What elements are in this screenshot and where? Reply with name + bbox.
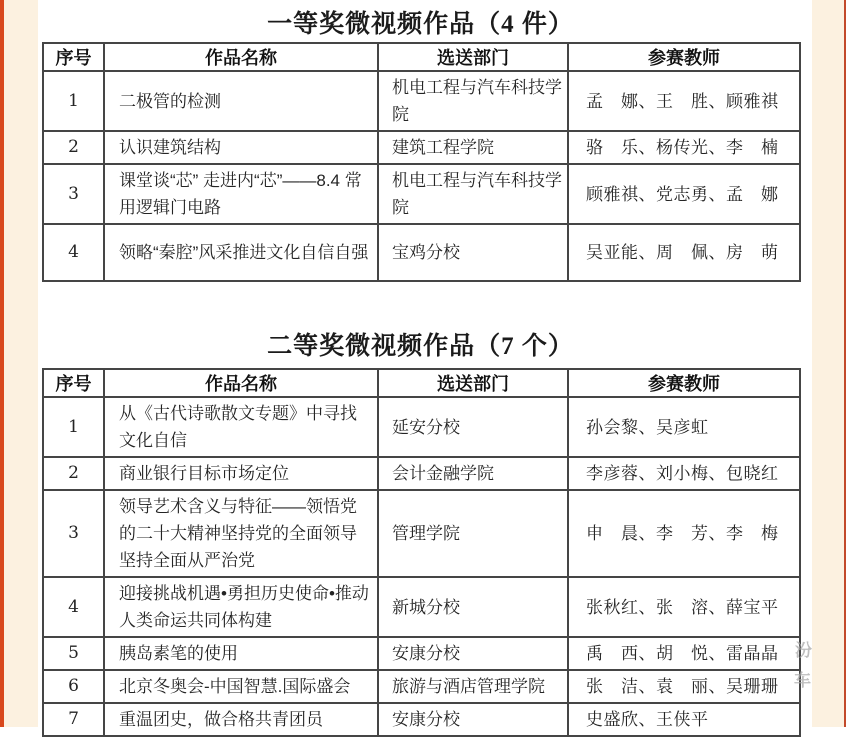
table-row — [43, 703, 800, 736]
table-row — [43, 670, 800, 703]
header-seq: 序号 — [43, 369, 104, 397]
second-prize-table — [42, 368, 801, 737]
cell-teachers: 孟 娜、王 胜、顾雅祺 — [568, 71, 800, 131]
header-title: 作品名称 — [104, 369, 378, 397]
cell-seq: 5 — [43, 637, 104, 670]
cell-title: 重温团史，做合格共青团员 — [104, 703, 378, 736]
cell-teachers: 李彦蓉、刘小梅、包晓红 — [568, 457, 800, 490]
cell-title: 二极管的检测 — [104, 71, 378, 131]
table-row — [43, 637, 800, 670]
cell-dept: 延安分校 — [378, 397, 568, 457]
cell-dept: 新城分校 — [378, 577, 568, 637]
header-dept: 选送部门 — [378, 369, 568, 397]
cell-title: 领导艺术含义与特征——领悟党的二十大精神坚持党的全面领导 坚持全面从严治党 — [104, 490, 378, 577]
cell-dept: 宝鸡分校 — [378, 224, 568, 281]
page-margin-band-right — [812, 0, 844, 727]
cell-seq: 2 — [43, 131, 104, 164]
cell-teachers: 骆 乐、杨传光、李 楠 — [568, 131, 800, 164]
cell-teachers: 顾雅祺、党志勇、孟 娜 — [568, 164, 800, 224]
first-prize-title: 一等奖微视频作品（4 件） — [267, 11, 574, 38]
cell-seq: 2 — [43, 457, 104, 490]
cell-teachers: 申 晨、李 芳、李 梅 — [568, 490, 800, 577]
header-teachers: 参赛教师 — [568, 43, 800, 71]
cell-teachers: 张 洁、袁 丽、吴珊珊 — [568, 670, 800, 703]
scan-bleedthrough-glyph: 车 — [794, 671, 811, 690]
header-seq: 序号 — [43, 43, 104, 71]
cell-seq: 7 — [43, 703, 104, 736]
cell-dept: 旅游与酒店管理学院 — [378, 670, 568, 703]
table-header-row — [43, 369, 800, 397]
table-row — [43, 397, 800, 457]
cell-teachers: 孙会黎、吴彦虹 — [568, 397, 800, 457]
cell-dept: 管理学院 — [378, 490, 568, 577]
cell-title: 领略“秦腔”风采推进文化自信自强 — [104, 224, 378, 281]
cell-dept: 机电工程与汽车科技学院 — [378, 164, 568, 224]
scan-bleedthrough-glyph: 汾 — [795, 641, 812, 660]
cell-title: 胰岛素笔的使用 — [104, 637, 378, 670]
cell-title: 课堂谈“芯” 走进内“芯”——8.4 常用逻辑门电路 — [104, 164, 378, 224]
table-row — [43, 224, 800, 281]
table-row — [43, 164, 800, 224]
cell-seq: 1 — [43, 71, 104, 131]
cell-seq: 6 — [43, 670, 104, 703]
header-title: 作品名称 — [104, 43, 378, 71]
table-row — [43, 577, 800, 637]
page-margin-band-left — [4, 0, 38, 727]
cell-title: 商业银行目标市场定位 — [104, 457, 378, 490]
header-dept: 选送部门 — [378, 43, 568, 71]
cell-title: 迎接挑战机遇•勇担历史使命•推动人类命运共同体构建 — [104, 577, 378, 637]
cell-dept: 机电工程与汽车科技学院 — [378, 71, 568, 131]
table-row — [43, 490, 800, 577]
cell-seq: 4 — [43, 224, 104, 281]
cell-dept: 安康分校 — [378, 637, 568, 670]
header-teachers: 参赛教师 — [568, 369, 800, 397]
table-row — [43, 457, 800, 490]
table-row — [43, 71, 800, 131]
cell-dept: 会计金融学院 — [378, 457, 568, 490]
table-header-row — [43, 43, 800, 71]
cell-title: 从《古代诗歌散文专题》中寻找文化自信 — [104, 397, 378, 457]
cell-dept: 建筑工程学院 — [378, 131, 568, 164]
cell-seq: 1 — [43, 397, 104, 457]
cell-seq: 3 — [43, 490, 104, 577]
cell-dept: 安康分校 — [378, 703, 568, 736]
cell-teachers: 吴亚能、周 佩、房 萌 — [568, 224, 800, 281]
first-prize-table — [42, 42, 801, 282]
table-row — [43, 131, 800, 164]
cell-teachers: 史盛欣、王侠平 — [568, 703, 800, 736]
second-prize-title: 二等奖微视频作品（7 个） — [267, 333, 574, 360]
cell-teachers: 禹 西、胡 悦、雷晶晶 — [568, 637, 800, 670]
cell-seq: 3 — [43, 164, 104, 224]
cell-seq: 4 — [43, 577, 104, 637]
cell-title: 北京冬奥会-中国智慧.国际盛会 — [104, 670, 378, 703]
cell-teachers: 张秋红、张 溶、薛宝平 — [568, 577, 800, 637]
cell-title: 认识建筑结构 — [104, 131, 378, 164]
